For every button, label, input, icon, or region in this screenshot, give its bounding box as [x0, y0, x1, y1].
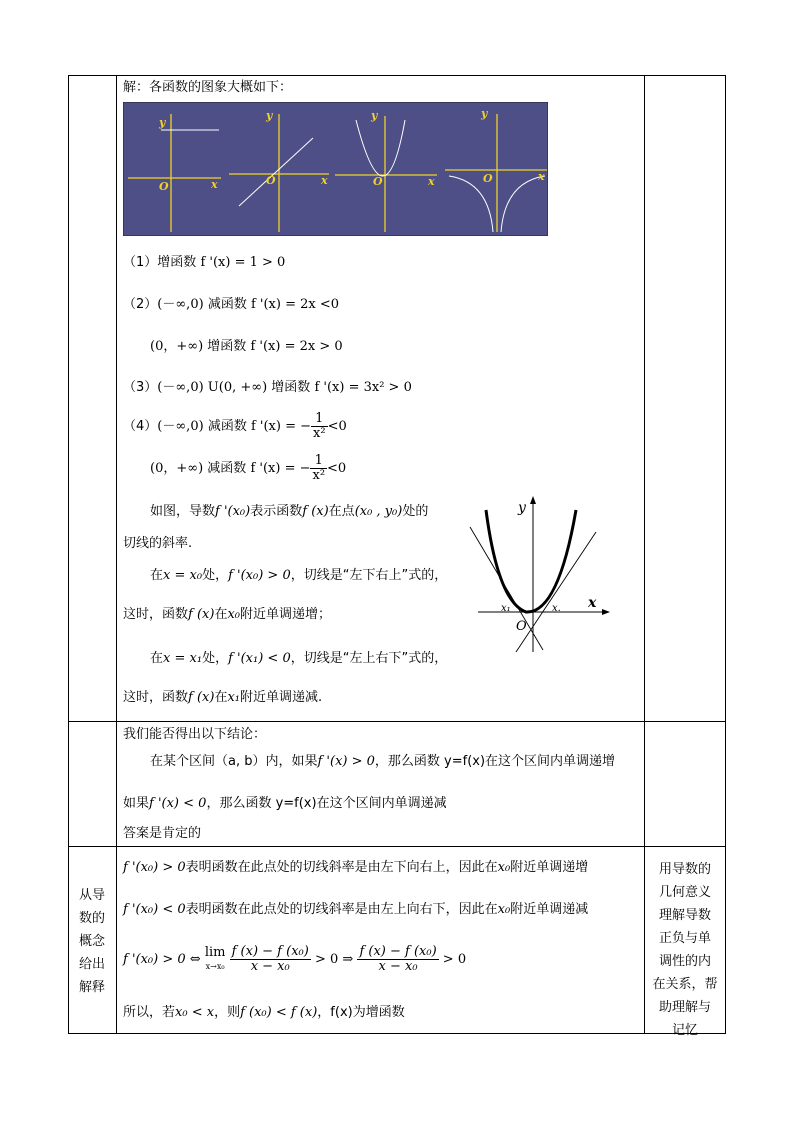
case4-prefix: （4）	[123, 419, 158, 434]
case4-label: 减函数	[207, 419, 247, 434]
case4b-line	[150, 454, 346, 483]
para2-a: 在	[150, 568, 164, 583]
explain-limit-line	[123, 940, 466, 980]
column-divider-2	[644, 75, 645, 1033]
table-border-top	[68, 75, 726, 76]
case1-math: f '(x) = 1 > 0	[200, 255, 286, 270]
table-border-left	[68, 75, 69, 1033]
graph1-y-label: y	[159, 116, 166, 129]
right-note-line: 用导数的	[658, 862, 711, 877]
explain-l4-a: 所以，若	[123, 1005, 176, 1020]
para4-a: 在	[150, 651, 164, 666]
explain-l4-math2: f (x₀) < f (x)	[240, 1005, 318, 1020]
explain-l1-text: 表明函数在此点处的切线斜率是由左下向右上，因此在	[185, 860, 498, 875]
case2b-label: 增函数	[207, 339, 247, 354]
graph2-origin-label: O	[266, 174, 276, 187]
graph3-y-label: y	[371, 109, 378, 122]
limit-symbol: lim	[204, 944, 226, 960]
right-note-line: 正负与单	[658, 931, 711, 946]
graph3-x-label: x	[428, 175, 435, 188]
table-border-right	[725, 75, 726, 1033]
limit-frac2-num: f (x) − f (x₀)	[359, 944, 437, 959]
tangent-figure	[468, 492, 618, 660]
para4-math2: f '(x₁) < 0	[228, 651, 291, 666]
para5-a: 这时，函数	[123, 690, 189, 705]
case4-frac-den: x²	[313, 426, 326, 441]
limit-mid: > 0 ⇒	[314, 952, 354, 967]
para3-c: 附近单调递增；	[240, 607, 332, 622]
explain-l2-math: f '(x₀) < 0	[123, 902, 186, 917]
limit-frac1-den: x − x₀	[250, 959, 290, 974]
case2-math: f '(x) = 2x <0	[250, 297, 340, 312]
left-label-line: 解释	[78, 980, 105, 995]
right-note-line: 调性的内	[658, 954, 711, 969]
case4b-interval: (0，+∞)	[150, 461, 204, 476]
case1-prefix: （1）	[123, 255, 158, 270]
explain-l4-c: ，f(x)为增函数	[317, 1005, 405, 1020]
conclusion-line2	[123, 796, 447, 812]
para1-d: 处的	[402, 504, 429, 519]
conclusion-l1-a: 在某个区间（a, b）内，如果	[150, 754, 318, 769]
case4-math: f '(x) = −	[250, 419, 312, 434]
tangent-x0-label: x.	[552, 603, 561, 614]
limit-subscript: x→x₀	[205, 961, 225, 971]
graph4-y-label: y	[481, 107, 488, 120]
case4b-frac-den: x²	[312, 468, 326, 483]
left-label-line: 给出	[78, 957, 105, 972]
tangent-x-label: x	[588, 595, 597, 611]
case4b-math: f '(x) = −	[250, 461, 311, 476]
right-note-line: 在关系，帮	[652, 977, 718, 992]
limit-lhs: f '(x₀) > 0 ⇔	[123, 952, 201, 967]
explain-l2-text: 表明函数在此点处的切线斜率是由左上向右下，因此在	[185, 902, 498, 917]
left-label-line: 概念	[78, 934, 105, 949]
right-note-line: 理解导数	[658, 908, 711, 923]
case2b-math: f '(x) = 2x > 0	[250, 339, 343, 354]
explain-l4-b: ，则	[214, 1005, 241, 1020]
right-note-line: 助理解与	[658, 1000, 711, 1015]
para5-math1: f (x)	[188, 690, 215, 705]
para1-line1	[150, 504, 428, 520]
para4-c: ，切线是“左上右下”式的，	[290, 651, 448, 666]
case4b-frac-num: 1	[310, 454, 327, 469]
limit-frac2-den: x − x₀	[378, 959, 418, 974]
graph1-x-label: x	[211, 178, 218, 191]
conclusion-answer: 答案是肯定的	[123, 826, 202, 841]
graph2-x-label: x	[321, 174, 328, 187]
limit-operator	[205, 946, 226, 974]
row-divider-2	[68, 846, 726, 847]
case2b-line	[150, 339, 343, 355]
case3-label: 增函数	[271, 380, 311, 395]
para1-a: 如图，导数	[150, 504, 216, 519]
case2b-interval: (0，+∞)	[150, 339, 204, 354]
case1-label: 增函数	[157, 255, 197, 270]
row-divider-1	[68, 721, 726, 722]
para3-b: 在	[214, 607, 228, 622]
para3-math1: f (x)	[188, 607, 215, 622]
para5-line	[123, 690, 322, 706]
para1-math3: (x₀ , y₀)	[354, 504, 403, 519]
case3-interval: (－∞,0) U(0, +∞)	[157, 380, 268, 395]
para1-line2: 切线的斜率.	[123, 536, 193, 551]
graph4-origin-label: O	[483, 172, 493, 185]
left-label-line: 数的	[78, 911, 105, 926]
para5-c: 附近单调递减.	[240, 690, 323, 705]
graph4-x-label: x	[538, 170, 545, 183]
case4b-label: 减函数	[207, 461, 247, 476]
limit-frac1-num: f (x) − f (x₀)	[231, 944, 309, 959]
case2-prefix: （2）	[123, 297, 158, 312]
explain-l1-math2: x₀	[497, 860, 511, 875]
tangent-y-label: y	[518, 500, 526, 516]
table-border-bottom	[68, 1033, 726, 1034]
para2-line	[150, 568, 447, 584]
para4-math1: x = x₁	[163, 651, 203, 666]
para4-b: 处，	[202, 651, 229, 666]
explain-l2-math2: x₀	[497, 902, 511, 917]
right-note-line: 记忆	[671, 1023, 698, 1038]
tangent-figure-svg	[468, 492, 618, 660]
para2-c: ，切线是“左下右上”式的，	[290, 568, 448, 583]
left-label-column	[70, 884, 114, 999]
graph3-origin-label: O	[373, 175, 383, 188]
intro-text: 解：各函数的图象大概如下：	[123, 80, 293, 95]
para2-b: 处，	[202, 568, 229, 583]
para1-math2: f (x)	[302, 504, 329, 519]
case2-label: 减函数	[207, 297, 247, 312]
column-divider-1	[116, 75, 117, 1033]
case2-interval: (－∞,0)	[157, 297, 204, 312]
left-label-line: 从导	[78, 888, 105, 903]
para2-math1: x = x₀	[163, 568, 203, 583]
case4-line	[123, 412, 347, 441]
explain-l2-tail: 附近单调递减	[510, 902, 589, 917]
function-graphs-figure	[123, 102, 548, 236]
graph2-y-label: y	[266, 109, 273, 122]
para2-math2: f '(x₀) > 0	[228, 568, 291, 583]
conclusion-l2-a: 如果	[123, 796, 150, 811]
case1-line	[123, 255, 285, 271]
conclusion-l1-math: f '(x) > 0	[317, 754, 375, 769]
right-note-column	[646, 858, 724, 1042]
function-graphs-svg	[123, 102, 548, 236]
para1-b: 表示函数	[250, 504, 303, 519]
para4-line	[150, 651, 447, 667]
conclusion-question: 我们能否得出以下结论：	[123, 727, 267, 742]
case4-frac-num: 1	[311, 412, 328, 427]
case3-math: f '(x) = 3x² > 0	[314, 380, 412, 395]
graph1-origin-label: O	[159, 180, 169, 193]
case4-interval: (－∞,0)	[157, 419, 204, 434]
conclusion-l2-math: f '(x) < 0	[149, 796, 207, 811]
para1-c: 在点	[328, 504, 355, 519]
case4b-math-post: <0	[327, 461, 347, 476]
para3-line	[123, 607, 331, 623]
para3-a: 这时，函数	[123, 607, 189, 622]
para5-b: 在	[214, 690, 228, 705]
case2-line	[123, 297, 339, 313]
conclusion-line1	[150, 754, 615, 770]
tangent-x1-label: x₁	[501, 603, 511, 614]
explain-line1	[123, 860, 588, 876]
limit-rhs: > 0	[442, 952, 467, 967]
right-note-line: 几何意义	[658, 885, 711, 900]
case4-math-post: <0	[327, 419, 347, 434]
explain-conclusion	[123, 1005, 405, 1021]
explain-line2	[123, 902, 588, 918]
conclusion-l2-b: ，那么函数 y=f(x)在这个区间内单调递减	[206, 796, 447, 811]
explain-l1-tail: 附近单调递增	[510, 860, 589, 875]
case3-prefix: （3）	[123, 380, 158, 395]
para5-math2: x₁	[227, 690, 240, 705]
para3-math2: x₀	[227, 607, 240, 622]
case3-line	[123, 380, 412, 396]
explain-l1-math: f '(x₀) > 0	[123, 860, 186, 875]
tangent-origin-label: O	[516, 619, 527, 634]
para1-math1: f '(x₀)	[215, 504, 251, 519]
explain-l4-math1: x₀ < x	[175, 1005, 215, 1020]
conclusion-l1-b: ，那么函数 y=f(x)在这个区间内单调递增	[374, 754, 616, 769]
